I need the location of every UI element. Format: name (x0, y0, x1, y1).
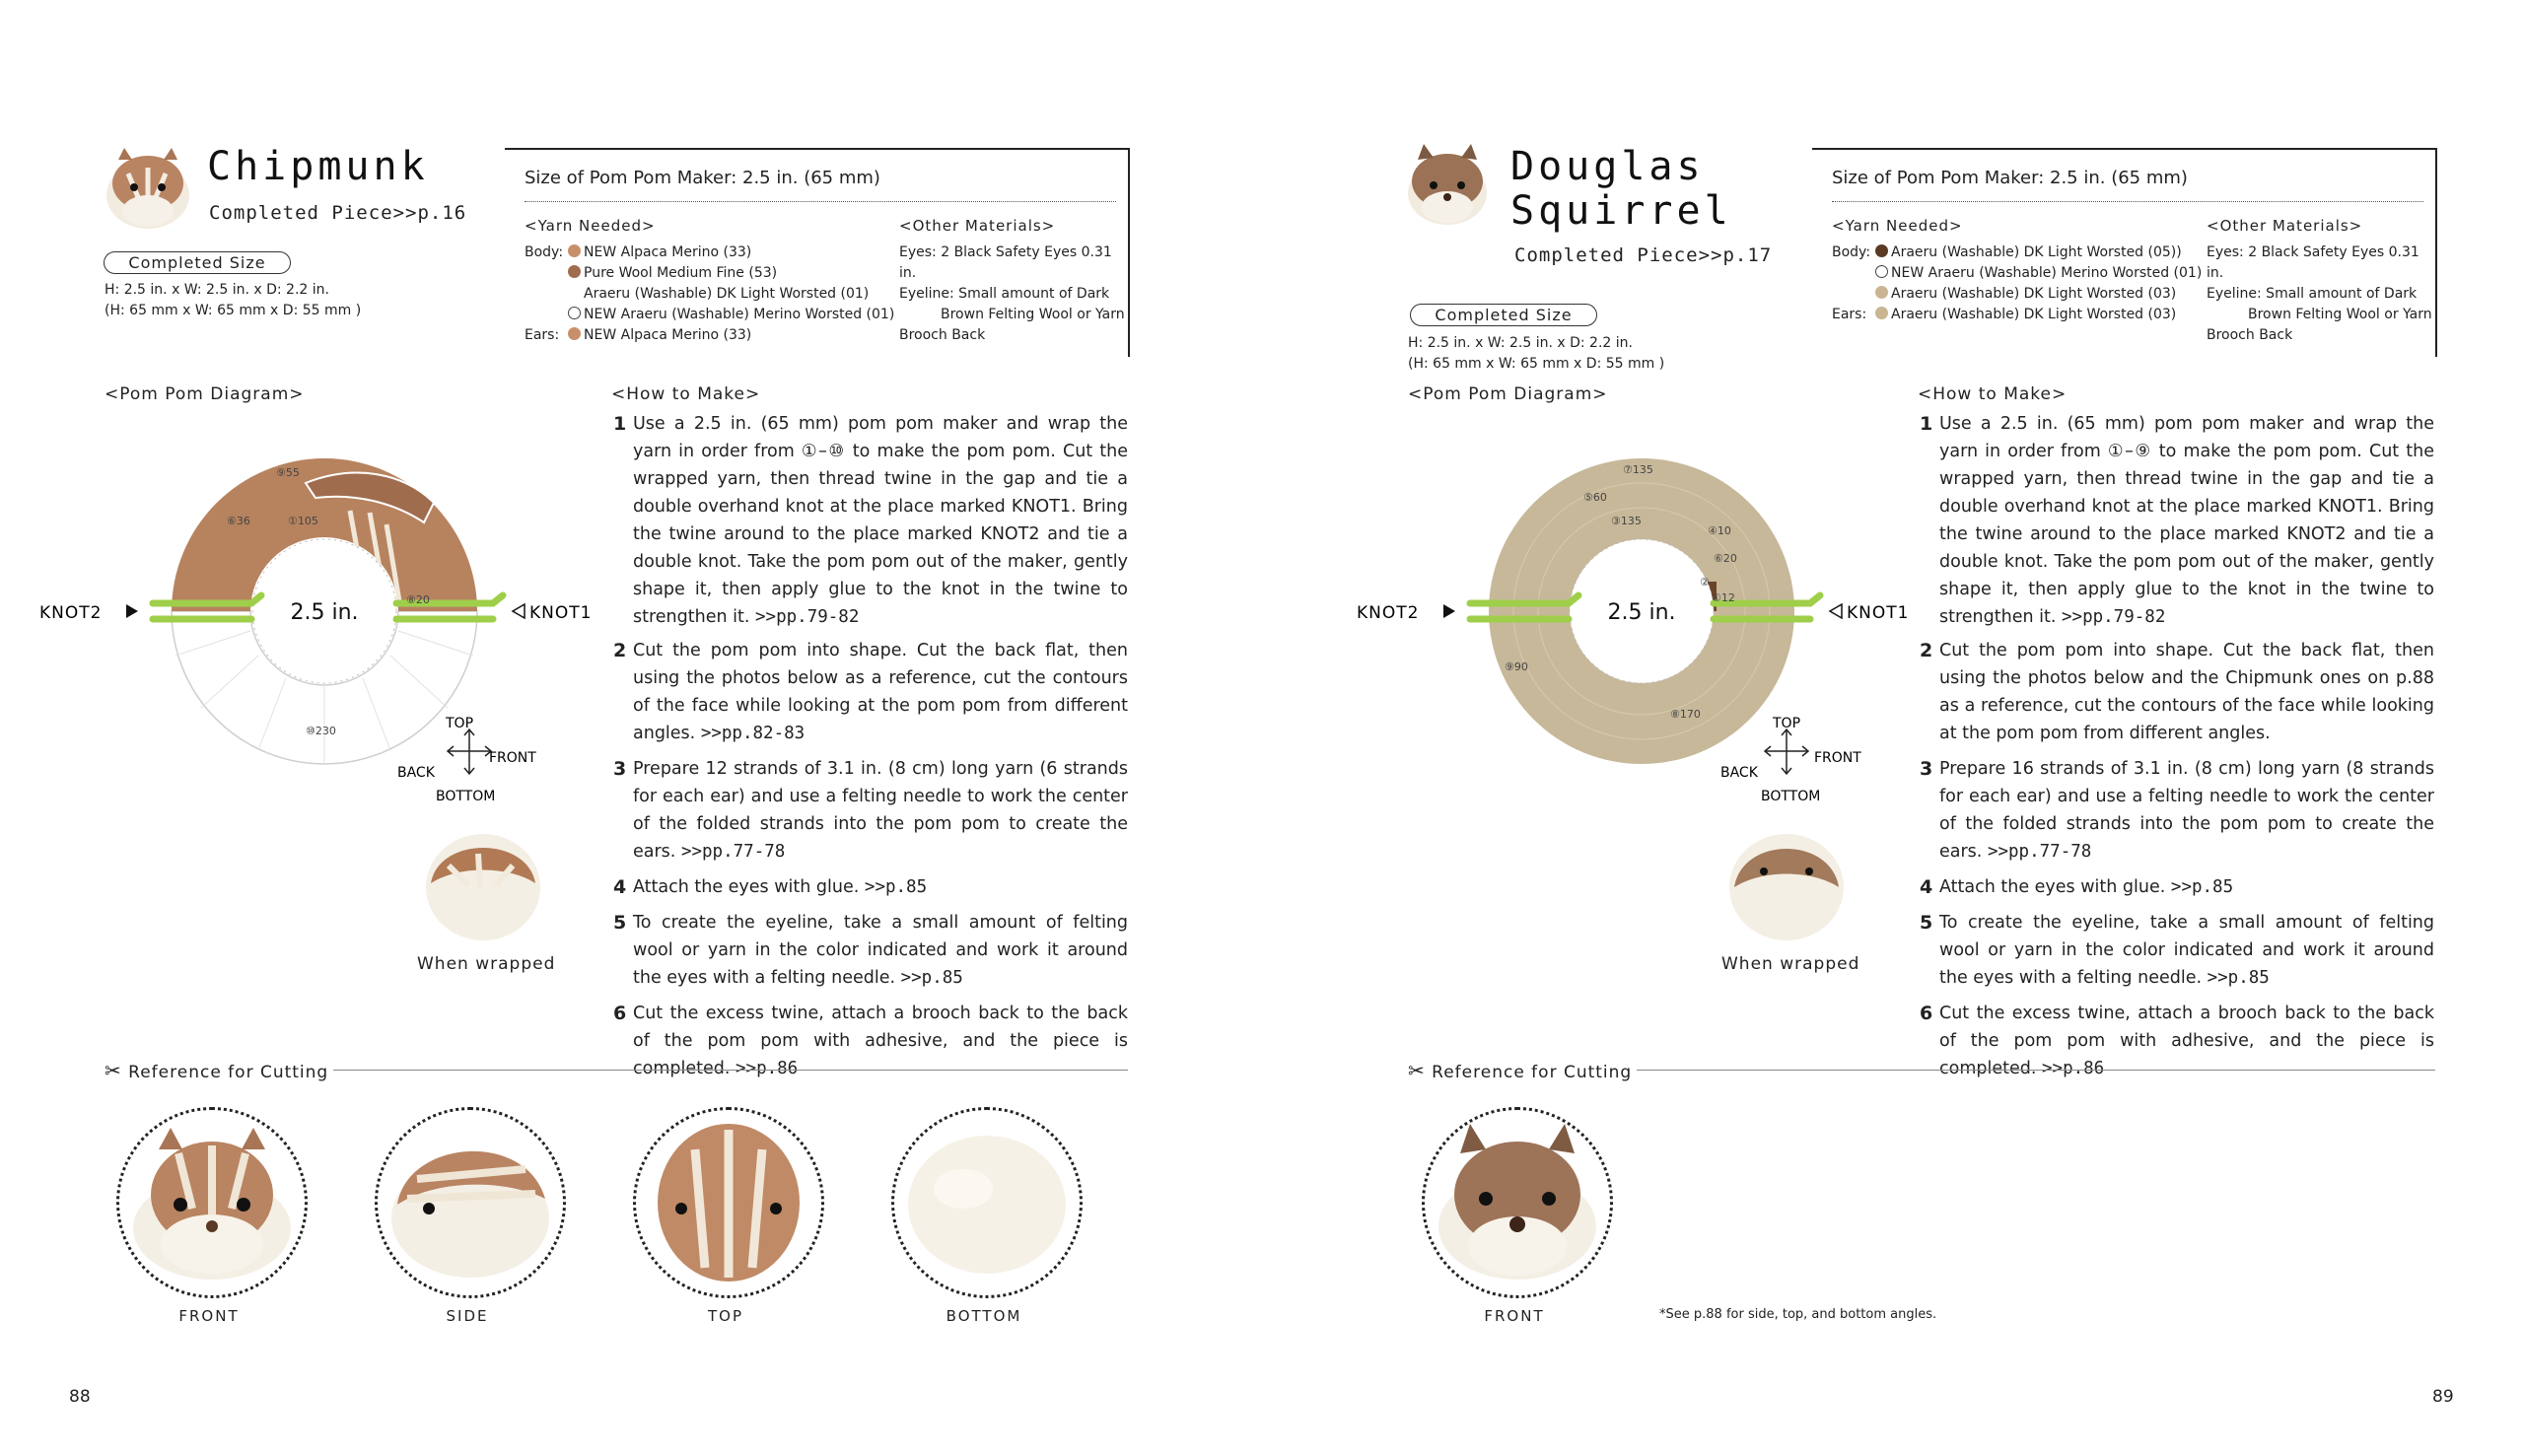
photo-label: SIDE (446, 1307, 489, 1325)
diagram-center-label: 2.5 in. (1607, 600, 1676, 625)
knot2-label: KNOT2 (39, 603, 103, 623)
maker-size: Size of Pom Pom Maker: 2.5 in. (65 mm) (1832, 168, 2188, 188)
svg-text:TOP: TOP (1773, 716, 1801, 731)
svg-text:①105: ①105 (288, 515, 318, 527)
page-number: 88 (69, 1387, 91, 1407)
reference-heading: ✂ Reference for Cutting (1408, 1059, 1633, 1082)
step: 3 Prepare 12 strands of 3.1 in. (8 cm) long yarn (6 strands for each ear) and use a felting needle to work the center of the folded strands into the pom pom to create the ears. >>pp.77-78 (613, 758, 1128, 862)
size-imperial: H: 2.5 in. x W: 2.5 in. x D: 2.2 in. (1408, 335, 1633, 351)
svg-text:FRONT: FRONT (1814, 750, 1861, 766)
how-to-heading: <How to Make> (611, 384, 761, 404)
page-title-line1: Douglas (1510, 144, 1705, 189)
page-number: 89 (2432, 1387, 2454, 1407)
orientation-compass (1765, 729, 1808, 774)
dotted-divider (525, 201, 1116, 202)
yarn-item: NEW Araeru (Washable) Merino Worsted (01) (1832, 263, 2207, 284)
yarn-item: Araeru (Washable) DK Light Worsted (01) (584, 286, 870, 302)
completed-piece-ref[interactable]: Completed Piece>>p.16 (209, 202, 467, 224)
reference-rule (333, 1070, 1128, 1071)
svg-text:⑨55: ⑨55 (276, 466, 300, 479)
yarn-item: NEW Araeru (Washable) Merino Worsted (01) (525, 305, 899, 325)
photo-front (116, 1107, 308, 1298)
yarn-item: Araeru (Washable) DK Light Worsted (03) (1832, 284, 2207, 305)
when-wrapped-caption: When wrapped (1721, 954, 1860, 974)
svg-text:BOTTOM: BOTTOM (1761, 789, 1821, 804)
svg-text:TOP: TOP (446, 716, 474, 731)
other-materials-heading: <Other Materials> (899, 217, 1056, 235)
photo-side (375, 1107, 566, 1298)
photo-label: BOTTOM (946, 1307, 1022, 1325)
svg-text:⑩230: ⑩230 (306, 725, 336, 737)
knot1-label: KNOT1 (529, 603, 593, 623)
orientation-compass (448, 729, 491, 774)
reference-heading: ✂ Reference for Cutting (105, 1059, 329, 1082)
svg-text:⑤60: ⑤60 (1583, 491, 1607, 504)
maker-size: Size of Pom Pom Maker: 2.5 in. (65 mm) (525, 168, 880, 188)
size-metric: (H: 65 mm x W: 65 mm x D: 55 mm ) (1408, 356, 1665, 372)
step: 6 Cut the excess twine, attach a brooch back to the back of the pom pom with adhesive, and the piece is completed. >>p.86 (1920, 1003, 2434, 1078)
chipmunk-bottom-image (894, 1110, 1080, 1295)
svg-text:①12: ①12 (1712, 591, 1735, 604)
photo-top (633, 1107, 824, 1298)
svg-text:BOTTOM: BOTTOM (436, 789, 496, 804)
yarn-list (1832, 243, 2207, 325)
how-to-heading: <How to Make> (1918, 384, 2068, 404)
diagram-heading: <Pom Pom Diagram> (1408, 384, 1608, 404)
angles-note: *See p.88 for side, top, and bottom angles. (1659, 1307, 1937, 1322)
yarn-item: Pure Wool Medium Fine (53) (525, 263, 899, 284)
materials-box (505, 148, 1130, 357)
steps-list (1920, 410, 2434, 1082)
chipmunk-front-image (119, 1110, 305, 1295)
size-imperial: H: 2.5 in. x W: 2.5 in. x D: 2.2 in. (105, 282, 329, 298)
svg-text:③135: ③135 (1611, 515, 1642, 527)
photo-label: FRONT (178, 1307, 240, 1325)
photo-front (1422, 1107, 1613, 1298)
step: 2 Cut the pom pom into shape. Cut the back flat, then using the photos below and the Chipmunk ones on p.88 as a reference, cut the contours of the face while looking at the pom pom from different angles. (1920, 640, 2434, 743)
photo-label: FRONT (1484, 1307, 1545, 1325)
completed-size-badge: Completed Size (104, 251, 291, 274)
reference-rule (1637, 1070, 2435, 1071)
right-page (1262, 0, 2524, 1456)
chipmunk-side-image (378, 1110, 563, 1295)
when-wrapped-caption: When wrapped (417, 954, 556, 974)
svg-text:BACK: BACK (1720, 765, 1758, 781)
step: 4 Attach the eyes with glue. >>p.85 (1920, 876, 2234, 898)
squirrel-thumbnail (1400, 138, 1495, 229)
steps-list (613, 410, 1128, 1082)
when-wrapped-photo (1722, 826, 1851, 944)
step: 6 Cut the excess twine, attach a brooch back to the back of the pom pom with adhesive, and the piece is completed. >>p.86 (613, 1003, 1128, 1078)
size-metric: (H: 65 mm x W: 65 mm x D: 55 mm ) (105, 303, 362, 318)
diagram-center-label: 2.5 in. (290, 600, 359, 625)
yarn-needed-heading: <Yarn Needed> (525, 217, 656, 235)
step: 5 To create the eyeline, take a small amount of felting wool or yarn in the color indicated and work it around the eyes with a felting needle. >>p.85 (1920, 912, 2434, 988)
step: 1 Use a 2.5 in. (65 mm) pom pom maker and wrap the yarn in order from ①–⑩ to make the pom pom. Cut the wrapped yarn, then thread twine in the gap and tie a double overhand knot at the place marked KNOT1. Bring the twine around to the place marked KNOT2 and tie a double knot. Take the pom pom out of the maker, gently shape it, then apply glue to the knot in the twine to strengthen it. >>pp.79-82 (613, 413, 1128, 627)
completed-size-badge: Completed Size (1410, 304, 1597, 326)
squirrel-front-image (1425, 1110, 1610, 1295)
scissors-icon: ✂ (1408, 1059, 1426, 1082)
svg-text:⑥20: ⑥20 (1714, 552, 1737, 565)
svg-text:⑨90: ⑨90 (1505, 660, 1528, 673)
svg-text:⑥36: ⑥36 (227, 515, 250, 527)
page-title-line2: Squirrel (1510, 188, 1732, 234)
step: 2 Cut the pom pom into shape. Cut the back flat, then using the photos below as a reference, cut the contours of the face while looking at the pom pom from different angles. >>pp.82-83 (613, 640, 1128, 743)
knot2-label: KNOT2 (1357, 603, 1420, 623)
other-materials-heading: <Other Materials> (2207, 217, 2363, 235)
knot1-label: KNOT1 (1847, 603, 1910, 623)
yarn-item: Body: Araeru (Washable) DK Light Worsted (05)) (1832, 244, 2182, 260)
pom-pom-diagram (1357, 434, 1928, 828)
yarn-item: Body: NEW Alpaca Merino (33) (525, 244, 752, 260)
chipmunk-thumbnail (99, 138, 197, 232)
svg-text:④10: ④10 (1708, 524, 1731, 537)
yarn-item: Ears: Araeru (Washable) DK Light Worsted (03) (1832, 307, 2177, 322)
page-title: Chipmunk (207, 144, 429, 189)
yarn-list (525, 243, 899, 346)
step: 3 Prepare 16 strands of 3.1 in. (8 cm) long yarn (8 strands for each ear) and use a felting needle to work the center of the folded strands into the pom pom to create the ears. >>pp.77-78 (1920, 758, 2434, 862)
svg-text:⑧20: ⑧20 (406, 593, 430, 606)
materials-box (1812, 148, 2437, 357)
step: 4 Attach the eyes with glue. >>p.85 (613, 876, 928, 898)
svg-text:②: ② (1700, 576, 1710, 589)
svg-text:BACK: BACK (397, 765, 435, 781)
svg-text:⑦135: ⑦135 (1623, 463, 1653, 476)
other-materials-list: Eyes: 2 Black Safety Eyes 0.31 in. Eyeline: Small amount of Dark Brown Felting Wool or Yarn Brooch Back (899, 244, 1125, 343)
photo-bottom (891, 1107, 1083, 1298)
chipmunk-top-image (636, 1110, 821, 1295)
step: 5 To create the eyeline, take a small amount of felting wool or yarn in the color indicated and work it around the eyes with a felting needle. >>p.85 (613, 912, 1128, 988)
yarn-needed-heading: <Yarn Needed> (1832, 217, 1963, 235)
scissors-icon: ✂ (105, 1059, 122, 1082)
completed-piece-ref[interactable]: Completed Piece>>p.17 (1514, 244, 1773, 266)
other-materials-list: Eyes: 2 Black Safety Eyes 0.31 in. Eyeline: Small amount of Dark Brown Felting Wool or Yarn Brooch Back (2207, 244, 2432, 343)
svg-text:⑧170: ⑧170 (1670, 708, 1701, 721)
diagram-heading: <Pom Pom Diagram> (105, 384, 305, 404)
dotted-divider (1832, 201, 2423, 202)
pom-pom-diagram (39, 434, 611, 828)
svg-text:FRONT: FRONT (489, 750, 536, 766)
yarn-item: Ears: NEW Alpaca Merino (33) (525, 327, 752, 343)
step: 1 Use a 2.5 in. (65 mm) pom pom maker and wrap the yarn in order from ①–⑨ to make the pom pom. Cut the wrapped yarn, then thread twine in the gap and tie a double overhand knot at the place marked KNOT1. Bring the twine around to the place marked KNOT2 and tie a double knot. Take the pom pom out of the maker, gently shape it, then apply glue to the knot in the twine to strengthen it. >>pp.79-82 (1920, 413, 2434, 627)
photo-label: TOP (707, 1307, 743, 1325)
when-wrapped-photo (419, 826, 547, 944)
